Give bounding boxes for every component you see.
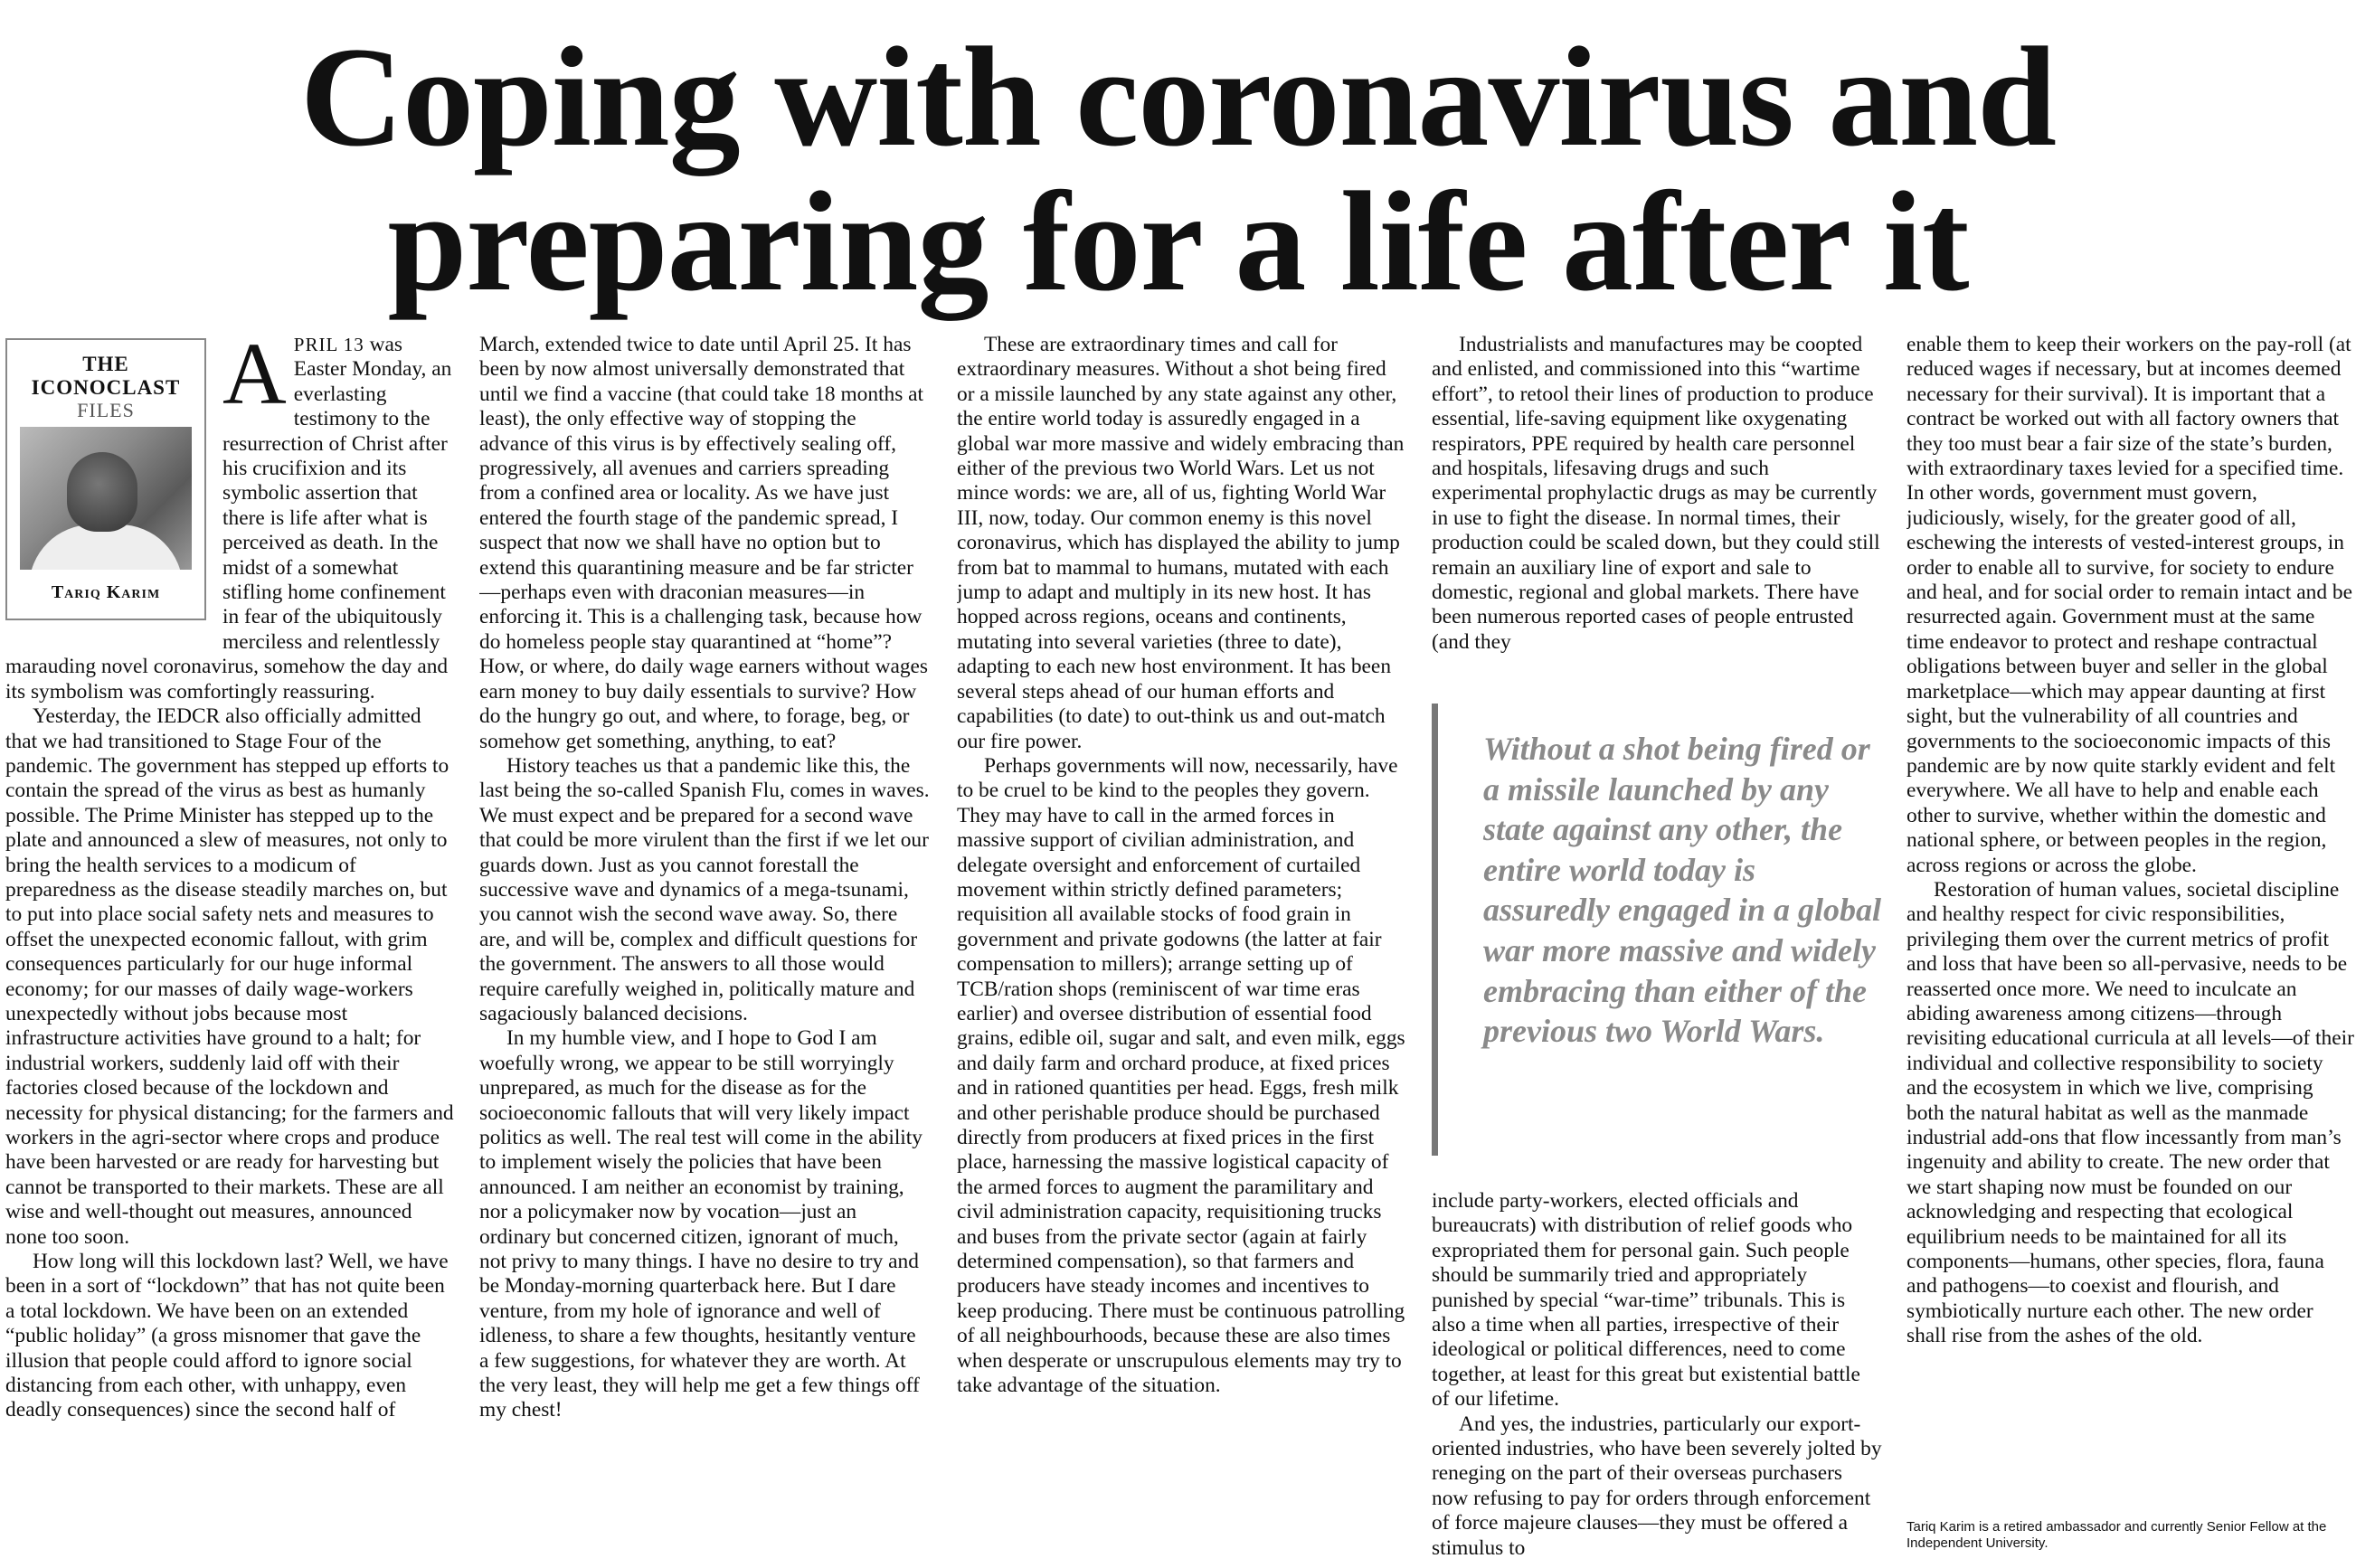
article-column-3 [957,333,1407,1564]
drop-cap: A [222,333,287,423]
column-title-files: FILES [77,399,135,421]
article-paragraph-4: History teaches us that a pandemic like this, the last being the so-called Spanish Flu, comes in waves. We must expect and be prepared for a second wave that could be more virulent than the first if we let our guards down. Just as you cannot forestall the successive wave and dynamics of a mega-tsunami, you cannot wish the second wave away. So, there are, and will be, complex and difficult questions for the government. The answers to all those would require carefully weighed in, politically mature and sagaciously balanced decisions. [479,753,930,1025]
article-paragraph-3-continued: March, extended twice to date until April 25. It has been by now almost universally demonstrated that until we find a vaccine (that could take 18 months at least), the only effective way of stopping the advance of this virus is by effectively sealing off, progressively, all avenues and carriers spreading from a confined area or locality. As we have just entered the fourth stage of the pandemic spread, I suspect that now we shall have no option but to extend this quarantining measure and be far stricter—perhaps even with draconian measures—in enforcing it. This is a challenging task, because how do homeless people stay quarantined at “home”? How, or where, do daily wage earners without wages earn money to buy daily essentials to survive? How do the hungry go out, and where, to forage, beg, or somehow get something, anything, to eat? [479,333,929,753]
headline-line-2: preparing for a life after it [387,163,1969,321]
column-title-iconoclast: ICONOCLAST [31,376,181,399]
column-logo-box [5,338,206,620]
column-title-the: THE [82,353,129,375]
article-paragraph-7: Perhaps governments will now, necessarily, have to be cruel to be kind to the peoples they govern. They may have to call in the armed forces in massive support of civilian administration, and delegate oversight and enforcement of curtailed movement within strictly defined parameters; requisition all available stocks of food grain in government and private godowns (the latter at fair compensation to millers); arrange setting up of TCB/ration shops (reminiscent of war time eras earlier) and oversee distribution of essential food grains, edible oil, sugar and salt, and even milk, eggs and daily farm and orchard produce, at fixed prices and in rationed quantities per head. Eggs, fresh milk and other perishable produce should be purchased directly from producers at fixed prices in the first place, harnessing the massive logistical capacity of the armed forces to augment the paramilitary and civil administration capacity, requisitioning trucks and buses from the private sector (again at fairly determined compensation), so that farmers and producers have steady incomes and incentives to keep producing. There must be continuous patrolling of all neighbourhoods, because these are also times when desperate or unscrupulous elements may try to take advantage of the situation. [957,753,1405,1398]
article-paragraph-9: And yes, the industries, particularly our export-oriented industries, who have been severely jolted by reneging on the part of their overseas purchasers now refusing to pay for orders through enforcement of force majeure clauses—they must be offered a stimulus to [1432,1412,1882,1560]
article-column-5 [1907,333,2355,1516]
article-paragraph-8-continued: include party-workers, elected officials and bureaucrats) with distribution of relief goods who expropriated them for personal gain. Such people should be summarily tried and appropriately punished by special “war-time” tribunals. This is also a time when all parties, irrespective of their ideological or political differences, need to come together, at least for this great but existential battle of our lifetime. [1432,1189,1860,1412]
author-byline: Tariq Karim [51,582,161,602]
article-paragraph-8: Industrialists and manufactures may be coopted and enlisted, and commissioned into this “wartime effort”, to retool their lines of production to produce essential, life-saving equipment like oxygenating respirators, PPE required by health care personnel and hospitals, lifesaving drugs and such experimental prophylactic drugs as may be currently in use to fight the disease. In normal times, their production could be scaled down, but they could still remain an auxiliary line of export and sale to domestic, regional and global markets. There have been numerous reported cases of people entrusted (and they [1432,333,1880,654]
first-word: PRIL 13 [293,334,364,355]
article-paragraph-3: How long will this lockdown last? Well, we have been in a sort of “lockdown” that has not quite been a total lockdown. We have been on an extended “public holiday” (a gross misnomer that gave the illusion that people could afford to ignore social distancing from each other, with unhappy, even deadly consequences) since the second half of [5,1250,449,1422]
paragraph-1-text: was Easter Monday, an everlasting testimony to the resurrection of Christ after his crucifixion and its symbolic assertion that there is life after what is perceived as death. In the midst of a somewhat stifling home confinement in fear of the ubiquitously merciless and relentlessly marauding novel coronavirus, somehow the day and its symbolism was comfortingly reassuring. [5,333,452,704]
article-column-4-top [1432,333,1882,685]
article-column-4-bottom [1432,1189,1882,1567]
article-paragraph-10: Restoration of human values, societal discipline and healthy respect for civic responsibilities, privileging them over the current metrics of profit and loss that have been so all-pervasive, needs to be reasserted once more. We need to inculcate an abiding awareness among citizens—through revisiting educational curricula at all levels—of their individual and collective responsibility to society and the ecosystem in which we live, comprising both the natural habitat as well as the manmade industrial add-ons that flow incessantly from man’s ingenuity and ability to create. The new order that we start shaping now must be founded on our acknowledging and respecting that ecological equilibrium needs to be maintained for all its components—humans, other species, flora, fauna and pathogens—to coexist and flourish, and symbiotically nurture each other. The new order shall rise from the ashes of the old. [1907,877,2354,1348]
article-column-2 [479,333,930,1564]
article-paragraph-6: These are extraordinary times and call for extraordinary measures. Without a shot being fired or a missile launched by any state against any other, the entire world today is assuredly engaged in a global war more massive and widely embracing than either of the previous two World Wars. Let us not mince words: we are, all of us, fighting World War III, now, today. Our common enemy is this novel coronavirus, which has displayed the ability to jump from bat to mammal to humans, mutated with each jump to adapt and multiply in its new host. It has hopped across regions, oceans and continents, mutating into several varieties (three to date), adapting to each new host environment. It has been several steps ahead of our human efforts and capabilities (to date) to out-think us and out-match our fire power. [957,333,1405,753]
headline-line-1: Coping with coronavirus and [299,18,2057,176]
author-bio: Tariq Karim is a retired ambassador and currently Senior Fellow at the Independent University. [1907,1519,2327,1551]
article-paragraph-2: Yesterday, the IEDCR also officially admitted that we had transitioned to Stage Four of the pandemic. The government has stepped up efforts to contain the spread of the virus as best as humanly possible. The Prime Minister has stepped up to the plate and announced a slew of measures, not only to bring the health services to a modicum of preparedness as the disease steadily marches on, but to put into place social safety nets and measures to offset the unexpected economic fallout, with grim consequences particularly for our huge informal economy; for our masses of daily wage-workers unexpectedly without jobs because most infrastructure activities have ground to a halt; for industrial workers, suddenly laid off with their factories closed because of the lockdown and necessity for physical distancing; for the farmers and workers in the agri-sector where crops and produce have been harvested or are ready for harvesting but cannot be transported to their markets. These are all wise and well-thought out measures, announced none too soon. [5,704,454,1249]
author-photo [20,427,192,570]
author-photo-head [67,452,137,532]
article-paragraph-9-continued: enable them to keep their workers on the pay-roll (at reduced wages if necessary, but at incomes deemed necessary for their survival). It is important that a contract be worked out with all factory owners that they too must bear a fair size of the state’s burden, with extraordinary taxes levied for a specified time. In other words, government must govern, judiciously, wisely, for the greater good of all, eschewing the interests of vested-interest groups, in order to enable all to survive, for society to endure and heal, and for social order to remain intact and be resurrected again. Government must at the same time endeavor to protect and reshape contractual obligations between buyer and seller in the global marketplace—which may appear daunting at first sight, but the vulnerability of all countries and governments to the socioeconomic impacts of this pandemic are by now quite starkly evident and felt everywhere. We all have to help and enable each other to survive, whether within the domestic and national sphere, or between peoples in the region, across regions or across the globe. [1907,333,2352,877]
article-paragraph-5: In my humble view, and I hope to God I am woefully wrong, we appear to be still worryingly unprepared, as much for the disease as for the socioeconomic fallouts that will very likely impact politics as well. The real test will come in the ability to implement wisely the policies that have been announced. I am neither an economist by training, nor a policymaker now by vocation—just an ordinary but concerned citizen, ignorant of much, not privy to many things. I have no desire to try and be Monday-morning quarterback here. But I dare venture, from my hole of ignorance and well of idleness, to share a few thoughts, hesitantly venture a few suggestions, for whatever they are worth. At the very least, they will help me get a few things off my chest! [479,1026,923,1422]
pull-quote: Without a shot being fired or a missile launched by any state against any other, the entire world today is assuredly engaged in a global war more massive and widely embracing than either of the previous two World Wars. [1432,704,1884,1156]
